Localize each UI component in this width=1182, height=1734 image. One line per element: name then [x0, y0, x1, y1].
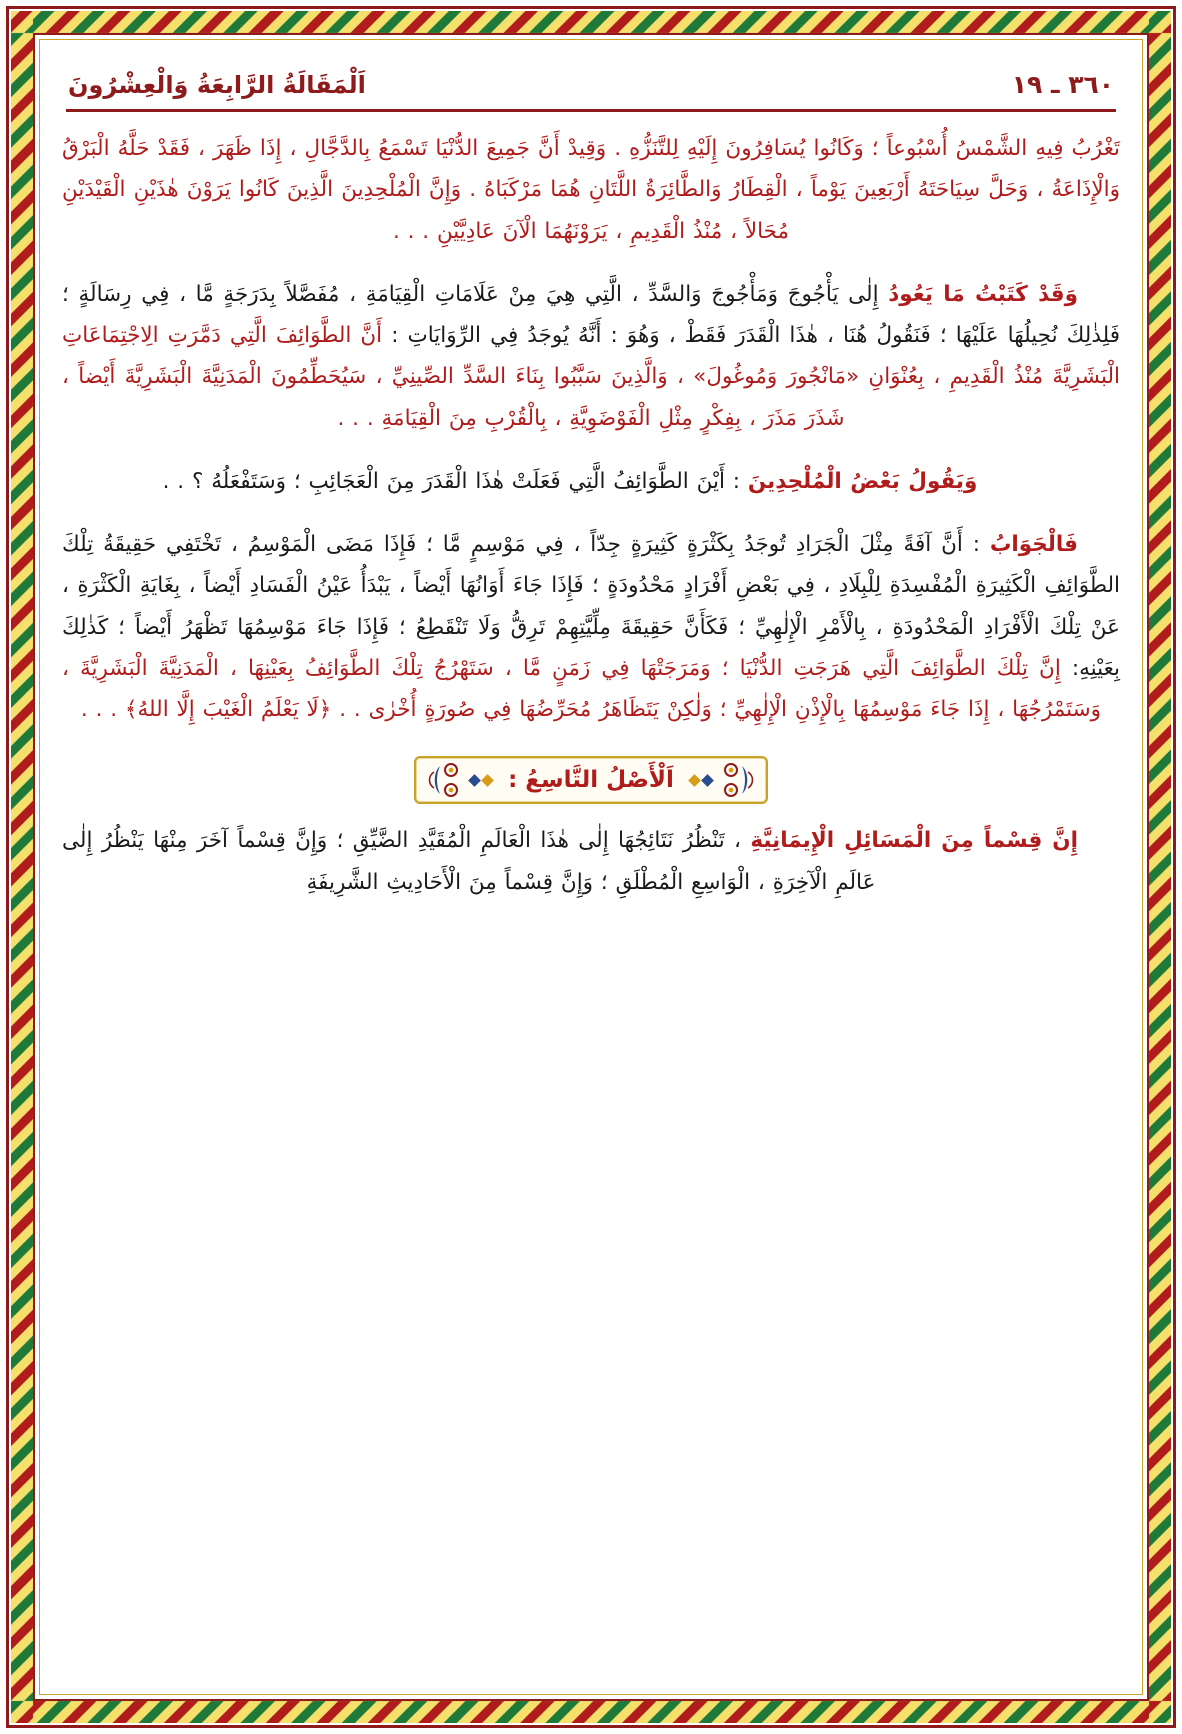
paragraph-3-lead: وَيَقُولُ بَعْضُ الْمُلْحِدِينَ [747, 468, 978, 494]
page-number: ٣٦٠ ـ ١٩ [1011, 70, 1114, 99]
paragraph-5-body: ، تَنْظُرُ نَتَائِجُهَا إِلٰى هٰذَا الْعَالَمِ الْمُقَيَّدِ الضَّيِّقِ ؛ وَإِنَّ قِسْماً آخَرَ مِنْهَا يَنْظُرُ إِلٰى عَالَمِ الْآخِرَةِ ، الْوَاسِعِ الْمُطْلَقِ ؛ وَإِنَّ قِسْماً مِنَ الْأَحَادِيثِ الشَّرِيفَةِ [62, 828, 876, 895]
section-ornament-bar [414, 756, 768, 804]
paragraph-3 [62, 461, 1120, 502]
paragraph-2-body: إِلٰى يَأْجُوجَ وَمَأْجُوجَ وَالسَّدِّ ، الَّتِي هِيَ مِنْ عَلَامَاتِ الْقِيَامَةِ ، مُفَصَّلاً بِدَرَجَةٍ مَّا ، فِي رِسَالَةٍ ؛ فَلِذٰلِكَ نُحِيلُهَا عَلَيْهَا ؛ فَنَقُولُ هُنَا ، هٰذَا الْقَدَرَ فَقَطْ ، وَهُوَ : أَنَّهُ يُوجَدُ فِي الرِّوَايَاتِ : [62, 281, 1121, 349]
paragraph-4 [62, 524, 1120, 730]
diamond-ornament-icon-2 [470, 776, 492, 785]
paragraph-2 [62, 274, 1120, 439]
paragraph-5-lead: إِنَّ قِسْماً مِنَ الْمَسَائِلِ الْإِيمَانِيَّةِ [750, 828, 1078, 854]
diamond-ornament-icon [690, 776, 712, 785]
paragraph-4-lead: فَالْجَوَابُ [989, 532, 1078, 558]
paragraph-4-body: : أَنَّ آفَةً مِثْلَ الْجَرَادِ تُوجَدُ بِكَثْرَةٍ كَثِيرَةٍ جِدّاً ، فِي مَوْسِمٍ مَّا ؛ فَإِذَا مَضَى الْمَوْسِمُ ، تَخْتَفِي حَقِيقَةُ تِلْكَ الطَّوَائِفِ الْكَثِيرَةِ الْمُفْسِدَةِ لِلْبِلَادِ ، فِي بَعْضِ أَفْرَادٍ مَحْدُودَةٍ ؛ فَإِذَا جَاءَ أَوَانُهَا أَيْضاً ، يَبْدَأُ عَيْنُ الْفَسَادِ أَيْضاً ، بِغَايَةِ الْكَثْرَةِ ، عَنْ تِلْكَ الْأَفْرَادِ الْمَحْدُودَةِ ، بِالْأَمْرِ الْإِلٰهِيِّ ؛ فَكَأَنَّ حَقِيقَةَ مِلِّيَّتِهِمْ تَرِقُّ وَلَا تَنْقَطِعُ ؛ فَإِذَا جَاءَ مَوْسِمُهَا تَظْهَرُ أَيْضاً ؛ كَذٰلِكَ بِعَيْنِهِ: [62, 532, 1121, 681]
paragraph-1: تَغْرُبُ فِيهِ الشَّمْسُ أُسْبُوعاً ؛ وَكَانُوا يُسَافِرُونَ إِلَيْهِ لِلتَّنَزُّهِ . وَقِيدْ أَنَّ جَمِيعَ الدُّنْيَا تَسْمَعُ بِالدَّجَّالِ ، إِذَا ظَهَرَ ، فَقَدْ حَلَّهُ الْبَرْقُ وَالْإِذَاعَةُ ، وَحَلَّ سِيَاحَتَهُ أَرْبَعِينَ يَوْماً ، الْقِطَارُ وَالطَّائِرَةُ اللَّتَانِ هُمَا مَرْكَبَاهُ . وَإِنَّ الْمُلْحِدِينَ الَّذِينَ كَانُوا يَرَوْنَ هٰذَيْنِ الْقَيْدَيْنِ مُحَالاً ، مُنْذُ الْقَدِيمِ ، يَرَوْنَهُمَا الْآنَ عَادِيَّيْنِ . . . [62, 136, 1120, 244]
section-title: اَلْأَصْلُ التَّاسِعُ : [508, 767, 674, 794]
paragraph-2-lead: وَقَدْ كَتَبْتُ مَا يَعُودُ [888, 281, 1078, 307]
chapter-title: اَلْمَقَالَةُ الرَّابِعَةُ وَالْعِشْرُونَ [68, 71, 366, 99]
paragraph-5 [62, 820, 1120, 903]
paragraph-4-red-tail: إِنَّ تِلْكَ الطَّوَائِفَ الَّتِي هَرَجَتِ الدُّنْيَا ؛ وَمَرَجَتْهَا فِي زَمَنٍ مَّا ، سَتَهْرُجُ تِلْكَ الطَّوَائِفُ بِعَيْنِهَا ، الْمَدَنِيَّةَ الْبَشَرِيَّةَ ، وَسَتَمْرُجُهَا ، إِذَا جَاءَ مَوْسِمُهَا بِالْإِذْنِ الْإِلٰهِيِّ ؛ وَلٰكِنْ يَتَظَاهَرُ مُحَرِّضُهَا فِي صُورَةٍ أُخْرٰى . . ﴿لَا يَعْلَمُ الْغَيْبَ إِلَّا اللهُ﴾ . . . [62, 655, 1102, 723]
document-body [52, 112, 1130, 903]
floral-ornament-icon-2 [426, 762, 460, 798]
paragraph-2-red-tail: أَنَّ الطَّوَائِفَ الَّتِي دَمَّرَتِ الِاجْتِمَاعَاتِ الْبَشَرِيَّةَ مُنْذُ الْقَدِيمِ ، بِعُنْوَانِ «مَانْجُورَ وَمُوغُولَ» ، وَالَّذِينَ سَبَّبُوا بِنَاءَ السَّدِّ الصِّينِيِّ ، سَيُحَطِّمُونَ الْمَدَنِيَّةَ الْبَشَرِيَّةَ أَيْضاً ، شَذَرَ مَذَرَ ، بِفِكْرٍ مِثْلِ الْفَوْضَوِيَّةِ ، بِالْقُرْبِ مِنَ الْقِيَامَةِ . . . [62, 323, 1120, 431]
floral-ornament-icon [722, 762, 756, 798]
paragraph-3-body: : أَيْنَ الطَّوَائِفُ الَّتِي فَعَلَتْ هٰذَا الْقَدَرَ مِنَ الْعَجَائِبِ ؛ وَسَتَفْعَلُهُ ؟ . . [162, 468, 748, 494]
section-header [62, 756, 1120, 804]
page-header [52, 56, 1130, 99]
page-content [52, 56, 1130, 1688]
